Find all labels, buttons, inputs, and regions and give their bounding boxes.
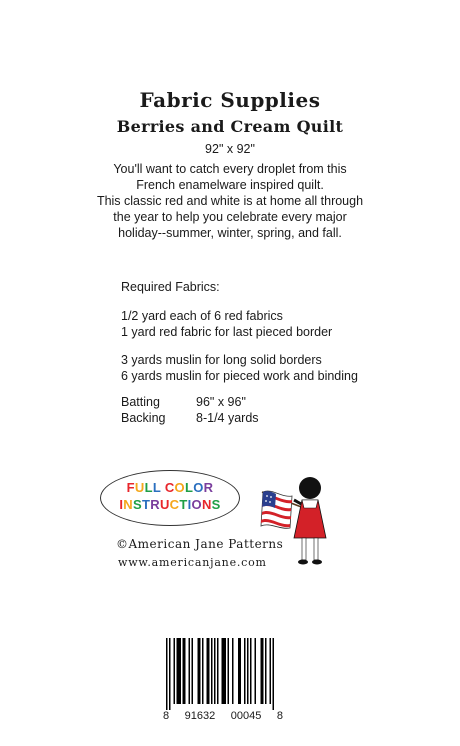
barcode-bar	[232, 638, 234, 704]
batting-label: Batting	[121, 395, 160, 409]
description	[90, 161, 370, 241]
barcode-bar	[207, 638, 210, 704]
barcode-bar	[189, 638, 191, 704]
quilt-size: 92" x 92"	[205, 142, 255, 156]
barcode-bar	[174, 638, 176, 704]
badge-letter: T	[141, 497, 151, 512]
barcode-bar	[265, 638, 267, 704]
badge-letter: U	[159, 497, 170, 512]
fabric-item: 6 yards muslin for pieced work and binding	[121, 369, 358, 383]
badge-letter: R	[150, 497, 160, 512]
badge-line-2	[101, 496, 239, 513]
backing-value: 8-1/4 yards	[196, 411, 259, 425]
barcode-bar	[214, 638, 216, 704]
badge-letter: O	[174, 480, 185, 495]
barcode-bar	[211, 638, 213, 704]
badge-letter: S	[211, 497, 221, 512]
fabric-item: 3 yards muslin for long solid borders	[121, 353, 322, 367]
barcode-digit-group: 00045	[230, 710, 262, 722]
barcode-bar	[261, 638, 264, 704]
barcode-bar	[202, 638, 204, 704]
barcode-bar	[250, 638, 252, 704]
badge-letter: S	[133, 497, 142, 512]
barcode-bar	[222, 638, 227, 704]
barcode-bar	[247, 638, 249, 704]
barcode-bar	[270, 638, 272, 704]
page-title: Fabric Supplies	[139, 88, 321, 112]
description-line: holiday--summer, winter, spring, and fall.	[118, 226, 342, 240]
barcode-digits	[163, 710, 283, 722]
badge-letter: U	[134, 480, 145, 495]
barcode-bar	[238, 638, 241, 704]
barcode-bar	[166, 638, 168, 710]
barcode-bar	[273, 638, 275, 710]
barcode-bar	[244, 638, 246, 704]
barcode-bar	[217, 638, 219, 704]
description-line: French enamelware inspired quilt.	[136, 178, 324, 192]
description-line: You'll want to catch every droplet from this	[113, 162, 347, 176]
fabric-item: 1/2 yard each of 6 red fabrics	[121, 309, 283, 323]
badge-letter: I	[187, 497, 192, 512]
badge-letter: F	[126, 480, 135, 495]
barcode-bar	[228, 638, 230, 704]
barcode-digit-group: 8	[276, 710, 283, 722]
badge-letter: O	[191, 497, 202, 512]
full-color-instructions-badge	[100, 470, 240, 526]
badge-letter: I	[119, 497, 124, 512]
description-line: This classic red and white is at home all through	[96, 194, 364, 208]
quilt-name: Berries and Cream Quilt	[116, 117, 344, 136]
badge-letter: T	[179, 497, 188, 512]
barcode-bar	[198, 638, 201, 704]
badge-letter: R	[203, 480, 214, 495]
copyright: ©American Jane Patterns	[116, 537, 284, 551]
badge-letter: L	[152, 480, 161, 495]
fabric-item: 1 yard red fabric for last pieced border	[121, 325, 333, 339]
barcode-bar	[183, 638, 186, 704]
batting-value: 96" x 96"	[196, 395, 246, 409]
website-link[interactable]: www.americanjane.com	[118, 556, 267, 569]
girl-with-flag-illustration	[258, 462, 330, 574]
badge-letter: N	[201, 497, 212, 512]
badge-letter: C	[169, 497, 180, 512]
american-flag-icon	[261, 491, 292, 528]
badge-line-1	[101, 479, 239, 496]
required-fabrics-heading: Required Fabrics:	[121, 280, 220, 294]
barcode-digit-group: 91632	[184, 710, 216, 722]
backing-label: Backing	[121, 411, 166, 425]
barcode-bar	[177, 638, 182, 704]
barcode	[166, 638, 274, 710]
barcode-bar	[192, 638, 194, 704]
badge-letter: O	[193, 480, 204, 495]
description-line: the year to help you celebrate every major	[113, 210, 347, 224]
badge-letter: N	[123, 497, 133, 512]
badge-letter: L	[184, 480, 194, 495]
badge-letter: C	[164, 480, 175, 495]
barcode-bar	[255, 638, 257, 704]
barcode-bar	[169, 638, 171, 710]
barcode-digit-group: 8	[163, 710, 170, 722]
badge-letter: L	[144, 480, 153, 495]
